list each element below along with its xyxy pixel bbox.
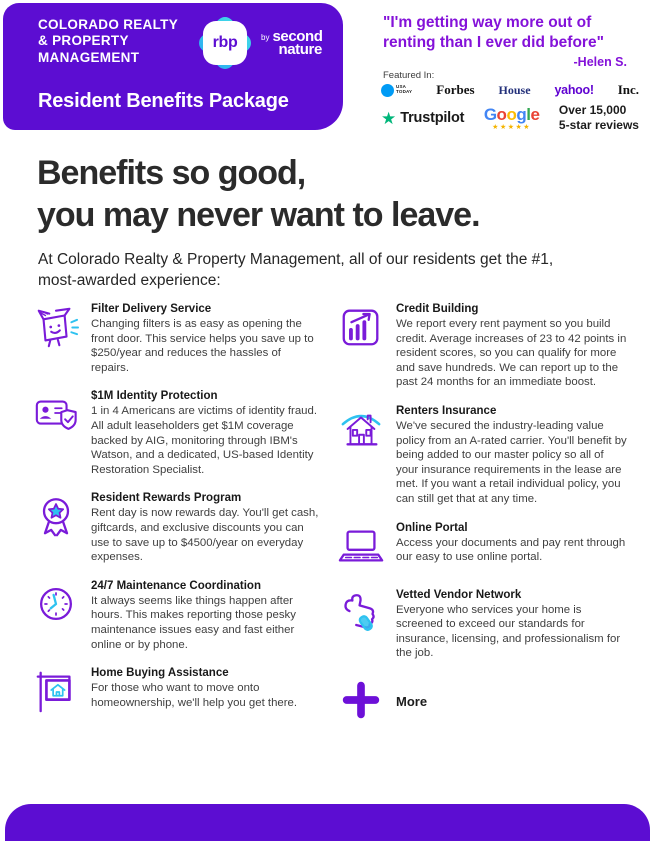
filter-box-icon [33,303,91,375]
benefit-resident-rewards [33,492,322,564]
benefit-maintenance [33,580,322,652]
quote-line-1: "I'm getting way more out of [383,14,592,31]
company-name-line: COLORADO REALTY [38,17,178,32]
benefit-title: Online Portal [396,521,468,534]
benefit-text [91,667,322,719]
benefits-right-column [338,303,627,734]
header-band [3,3,343,130]
more-label: More [396,694,428,710]
benefit-text [396,589,627,661]
footer-bar [5,804,650,841]
benefit-credit-building [338,303,627,390]
quote-line-2: renting than I ever did before" [383,34,604,52]
benefit-renters-insurance [338,405,627,507]
benefit-text [396,303,627,390]
benefit-text [91,390,322,477]
intro-text: At Colorado Realty & Property Management, all of our residents get the #1, most-awarded experience: [38,251,554,289]
benefit-description: Rent day is now rewards day. You'll get cash, giftcards, and exclusive discounts you can use to save up to $4500/year on everyday expenses. [91,507,319,564]
benefit-description: Access your documents and pay rent through our easy to use online portal. [396,536,626,564]
headline [37,153,480,237]
benefit-text [396,405,627,507]
benefit-title: Filter Delivery Service [91,303,212,315]
benefit-filter-delivery [33,303,322,375]
plus-icon [338,676,396,728]
benefit-vendor-network [338,589,627,661]
benefit-text [91,303,322,375]
trustpilot-logo [381,110,464,127]
benefit-description: Changing filters is as easy as opening the front door. This service helps you save up to $250/year and reduces the hassles of repairs. [91,318,314,374]
benefit-description: We report every rent payment so you build credit. Average increases of 23 to 42 points in resident scores, so you can qualify for more and save hundreds. We can report up to the past 24 months for an immediate boost. [396,318,627,389]
benefit-title: Credit Building [396,303,479,315]
benefit-title: Vetted Vendor Network [396,588,522,601]
testimonial [383,13,641,69]
benefit-description: It always seems like things happen after hours. This makes reporting those pesky maintenance issues easy and fast either online or by phone. [91,594,296,651]
benefits-left-column [33,303,322,734]
featured-in-label: Featured In: [383,70,435,81]
company-name-line: MANAGEMENT [38,49,140,65]
google-stars-icon: ★★★★★ [492,123,532,131]
insured-house-icon [338,405,396,507]
trustpilot-star-icon: ★ [381,108,397,128]
medal-icon [33,492,91,564]
second-nature-wordmark: second nature [272,28,323,58]
credit-chart-icon [338,303,396,390]
press-logo-row [381,80,639,100]
benefit-text [396,522,627,574]
package-title: Resident Benefits Package [38,90,289,112]
usa-today-text: USA TODAY [396,84,413,94]
company-name-line: & PROPERTY [38,33,129,49]
quote-attribution: -Helen S. [573,54,627,69]
headline-line-2: you may never want to leave. [37,195,480,234]
inc-logo: Inc. [617,82,639,97]
second-nature-logo [261,28,323,58]
benefit-text [91,492,322,564]
headline-line-1: Benefits so good, [37,154,306,192]
benefit-description: 1 in 4 Americans are victims of identity fraud. All adult leaseholders get $1M coverage backed by AIG, monitoring through IBM's Watson, and a dedicated, US-based Identity Restoration Specialist. [91,405,318,476]
laptop-icon [338,522,396,574]
benefit-description: We've secured the industry-leading value policy from an A-rated carrier. You'll benefit by being added to our master policy so all of your insurance requirements in the lease are met. If you want a retail individual policy, you can still get that at any time. [396,419,627,505]
benefit-title: $1M Identity Protection [91,390,218,403]
more-benefits [338,676,627,728]
forbes-logo: Forbes [436,82,475,97]
id-shield-icon [33,390,91,477]
home-sign-icon [33,667,91,719]
clock-icon [33,580,91,652]
company-name [38,17,178,66]
usa-today-logo [381,84,412,97]
rbp-logo-text: rbp [212,34,238,51]
usa-today-circle-icon [381,84,394,97]
review-badges-row [381,101,639,135]
google-reviews-logo [484,106,540,131]
benefit-title: Home Buying Assistance [91,667,229,680]
benefits-grid [33,303,627,734]
google-wordmark: Google [483,104,540,124]
rbp-logo [197,14,253,72]
benefit-home-buying [33,667,322,719]
benefit-title: Resident Rewards Program [91,492,242,505]
benefit-title: Renters Insurance [396,404,497,417]
rbp-badge-face [203,21,247,65]
benefit-online-portal [338,522,627,574]
benefit-description: For those who want to move onto homeownership, we'll help you get there. [91,682,298,709]
benefit-title: 24/7 Maintenance Coordination [91,579,261,592]
house-logo: House [498,82,531,97]
benefit-text [91,580,322,652]
benefit-description: Everyone who services your home is screened to exceed our standards for insurance, licensing, and professionalism for the job. [396,603,621,660]
benefit-identity-protection [33,390,322,477]
trustpilot-wordmark: Trustpilot [400,110,465,126]
review-count: Over 15,000 5-star reviews [558,103,639,132]
yahoo-logo: yahoo! [554,83,594,97]
by-label: by [261,33,270,42]
thumbs-up-icon [338,589,396,661]
